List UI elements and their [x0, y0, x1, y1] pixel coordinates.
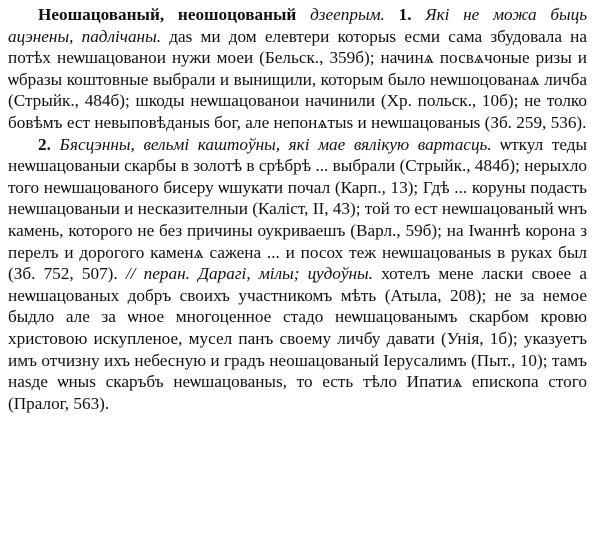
sense-1-definition: Які не можа быць ацэнены, падлічаны.	[8, 5, 588, 46]
figurative-definition: Дарагі, мілы; цудоўны.	[198, 264, 373, 284]
sense-1-paragraph	[8, 4, 587, 134]
sense-2-number: 2.	[38, 134, 51, 154]
sense-1-citations: даs ми дом елевтери которыs есми сама збудовала на потѣх неѡшацованои нужи моеи (Бельск., 359б); начинѧ посвѧчоные ризы и ѡбразы коштовные выбрали и вынищили, которым было неѡшоцованаѧ личба (Стрыйк., 484б); шкоды неѡшацованои начинили (Хр. польск., 10б); не толко бовѣмъ ест невыповѣданыs бог, але непонѧтыs и неѡшацованыs (Зб. 259, 536).	[8, 26, 588, 132]
sense-2-definition: Бясцэнны, вельмі каштоўны, які мае вялікую вартасць.	[59, 134, 492, 154]
sense-2-paragraph	[8, 134, 587, 415]
figurative-marker: // перан.	[125, 264, 190, 284]
sense-2-citations: ѡткул теды неѡшацованыи скарбы в золотѣ в срѣбрѣ ... выбрали (Стрыйк., 484б); нерыхло того неѡшацованого бисеру ѡшукати почал (Карп., 13); Гдѣ ... коруны подасть неѡшацованыи и несказителныи (Каліст, II, 43); той то ест неѡшацованый ѡнъ камень, которого не без причины оукриваешъ (Варл., 59б); на Іѡаннѣ корона з перелъ и дорогого каменѧ сажена ... и посох теж неѡшацованыs в руках был (Зб. 752, 507).	[8, 134, 588, 284]
part-of-speech: дзеепрым.	[310, 5, 385, 24]
dictionary-entry	[8, 4, 587, 414]
figurative-citations: хотелъ мене ласки своее а неѡшацованых добръ своихъ участникомъ мѣть (Атыла, 208); не за немое быдло але за ѡное многоценное стадо неѡшацованымъ скарбом кровю христовою искупленое, мусел панъ своему личбу давати (Унія, 1б); указуетъ имъ отчизну ихъ небесную и градъ неошацованый Іерусалимъ (Пыт., 10); тамъ наsде ѡныs скаръбъ неѡшацованыs, то есть тѣло Ипатиѧ епископа стого (Пралог, 563).	[8, 264, 587, 413]
sense-1-number: 1.	[398, 5, 412, 24]
headword: Неошацованый, неошоцованый	[38, 5, 297, 24]
